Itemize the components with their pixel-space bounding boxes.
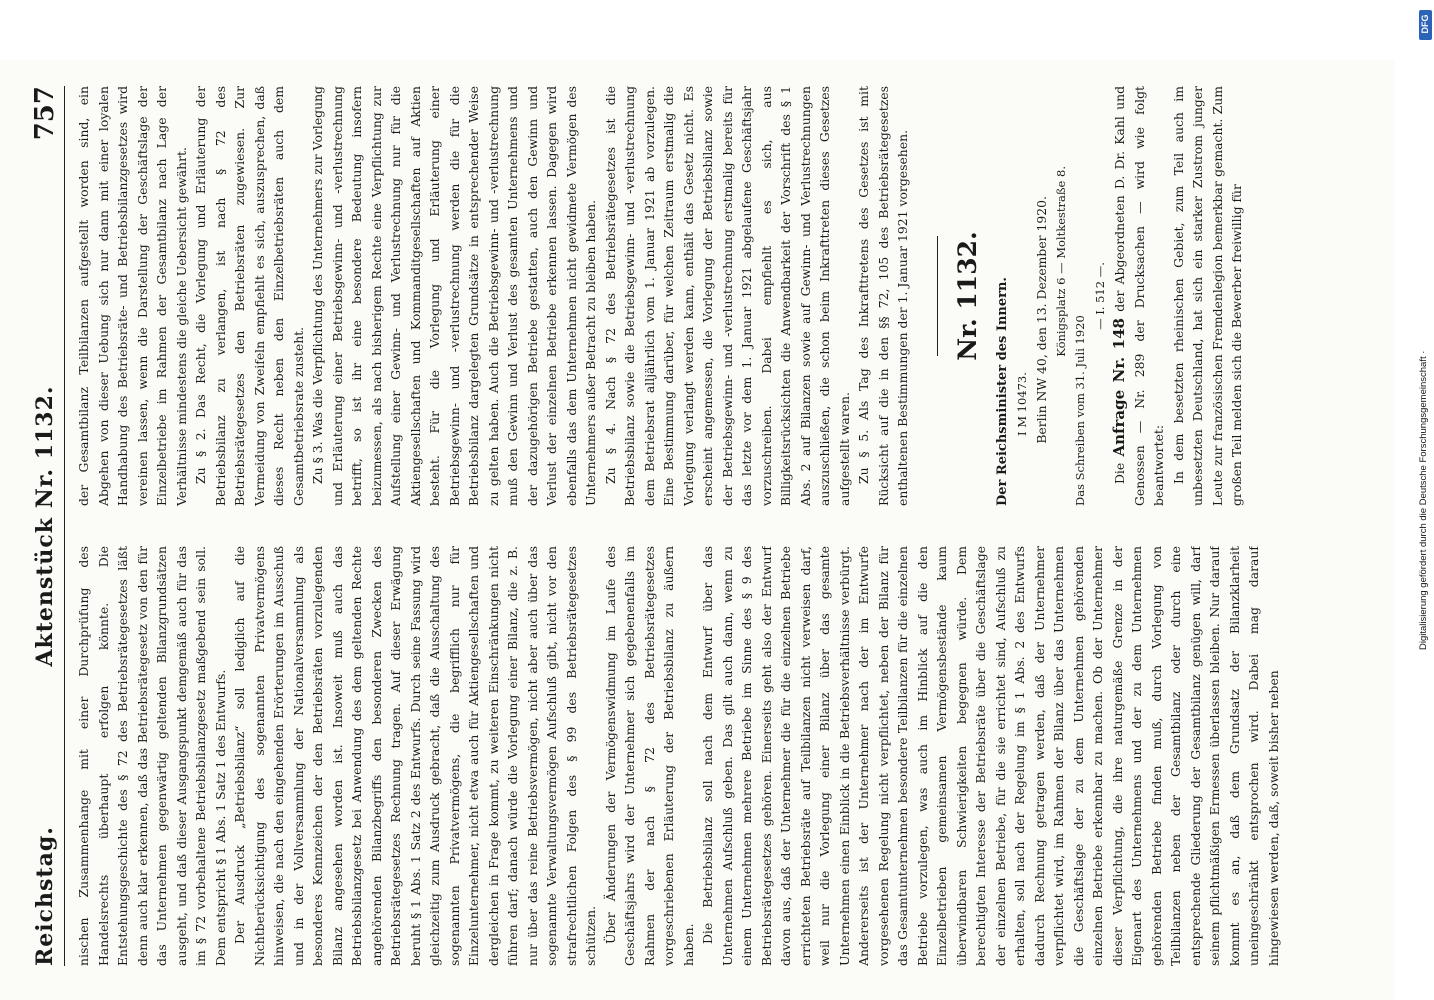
- anfrage-number: Anfrage Nr. 148: [1110, 318, 1128, 457]
- paragraph: Zu § 5. Als Tag des Inkrafttretens des Gesetzes ist mit Rücksicht auf die in den §§ 72, 105 des Betriebsrätegesetzes enthaltenen Bestimmungen der 1. Januar 1921 vorgesehen.: [856, 86, 910, 506]
- place-date: Berlin NW 40, den 13. Dezember 1920.: [1034, 196, 1049, 444]
- dfg-logo-text: DFG: [1420, 14, 1430, 34]
- paragraph: Der Ausdruck „Betriebsbilanz“ soll lediglich auf die Nichtberücksichtigung des sogenannten Privatvermögens hinweisen, die nach den eingehenden Erörterungen im Ausschuß und in der Vollversammlung der Nationalversammlung als besonderes Kennzeichen der den Betriebsräten vorzulegenden Bilanz angesehen worden ist. Insoweit muß auch das Betriebsbilanzgesetz bei Anwendung des dem geltenden Rechte angehörenden Bilanzbegriffs den besonderen Zwecken des Betriebsrätegesetzes Rechnung tragen. Auf dieser Erwägung beruht § 1 Abs. 1 Satz 2 des Entwurfs. Durch seine Fassung wird gleichzeitig zum Ausdruck gebracht, daß die Ausschaltung des sogenannten Privatvermögens, die begrifflich nur für Einzelunternehmer, nicht etwa auch für Aktiengesellschaften und dergleichen in Frage kommt, zu weiteren Einschränkungen nicht führen darf; danach würde die Vorlegung einer Bilanz, die z. B. nur über das reine Betriebsvermögen, nicht aber auch über das sogenannte Verwaltungsvermögen Aufschluß gibt, nicht vor den strafrechtlichen Folgen des § 99 des Betriebsrätegesetzes schützen.: [232, 546, 598, 966]
- document-page: [0, 60, 1395, 1000]
- anfrage-intro: [1110, 86, 1169, 506]
- anfrage-post: der Abgeordneten D. Dr. Kahl und Genossen — Nr. 289 der Drucksachen — wird wie folgt beantwortet:: [1112, 86, 1166, 506]
- paragraph: In dem besetzten rheinischen Gebiet, zum Teil auch im unbesetzten Deutschland, hat sich ein starker Zustrom junger Leute zur französischen Fremdenlegion bemerkbar gemacht. Zum großen Teil melden sich die Bewerber freiwillig für: [1170, 86, 1244, 506]
- paragraph: nischen Zusammenhange mit einer Durchprüfung des Handelsrechts überhaupt erfolgen könnte. Die Entstehungsgeschichte des § 72 des Betriebsrätegesetzes läßt denn auch klar erkennen, daß das Betriebsrätegesetz von den für das Unternehmen gegenwärtig geltenden Bilanzgrundsätzen ausgeht, und daß dieser Ausgangspunkt demgemäß auch für das im § 72 vorbehaltene Betriebsbilanzgesetz maßgebend sein soll. Dem entspricht § 1 Abs. 1 Satz 1 des Entwurfs.: [76, 546, 228, 966]
- paragraph: Die Betriebsbilanz soll nach dem Entwurf über das Unternehmen Aufschluß geben. Das gilt auch dann, wenn zu einem Unternehmen mehrere Betriebe im Sinne des § 9 des Betriebsrätegesetzes gehören. Einerseits geht also der Entwurf davon aus, daß der Unternehmer die für die einzelnen Betriebe errichteten Betriebsräte auf Teilbilanzen nicht verweisen darf, weil nur die Vorlegung einer Bilanz über das gesamte Unternehmen einen Einblick in die Betriebsverhältnisse verbürgt. Andererseits ist der Unternehmer nach der im Entwurfe vorgesehenen Regelung nicht verpflichtet, neben der Bilanz für das Gesamtunternehmen besondere Teilbilanzen für die einzelnen Betriebe vorzulegen, was auch im Hinblick auf die den Einzelbetrieben gemeinsamen Vermögensbestände kaum überwindbaren Schwierigkeiten begegnen würde. Dem berechtigten Interesse der Betriebsräte über die Geschäftslage der einzelnen Betriebe, für die sie errichtet sind, Aufschluß zu erhalten, soll nach der Regelung im § 1 Abs. 2 des Entwurfs dadurch Rechnung getragen werden, daß der Unternehmer verpflichtet wird, im Rahmen der Bilanz über das Unternehmen die Geschäftslage der zu dem Unternehmen gehörenden einzelnen Betriebe erkennbar zu machen. Ob der Unternehmer dieser Verpflichtung, die ihre naturgemäße Grenze in der Eigenart des Unternehmens und der zu dem Unternehmen gehörenden Betriebe finden muß, durch Vorlegung von Teilbilanzen neben der Gesamtbilanz oder durch eine entsprechende Gliederung der Gesamtbilanz genügen will, darf seinem pflichtmäßigen Ermessen überlassen bleiben. Nur darauf kommt es an, daß dem Grundsatz der Bilanzklarheit uneingeschränkt entsprochen wird. Dabei mag darauf hingewiesen werden, daß, soweit bisher neben: [700, 546, 1281, 966]
- paragraph: Zu § 3. Was die Verpflichtung des Unternehmers zur Vorlegung und Erläuterung einer Betriebsgewinn- und -verlustrechnung betrifft, so ist ihr eine besondere Bedeutung insofern beizumessen, als nach bisherigem Rechte eine Verpflichtung zur Aufstellung einer Gewinn- und Verlustrechnung nur für die Aktiengesellschaften und Kommanditgesellschaften auf Aktien besteht. Für die Vorlegung und Erläuterung einer Betriebsgewinn- und -verlustrechnung werden die für die Betriebsbilanz dargelegten Grundsätze in entsprechender Weise zu gelten haben. Auch die Betriebsgewinn- und -verlustrechnung muß den Gewinn und Verlust des gesamten Unternehmens und der dazugehörigen Betriebe gestatten, auch den Gewinn und Verlust der einzelnen Betriebe erkennen lassen. Dagegen wird ebenfalls das dem Unternehmen nicht gewidmete Vermögen des Unternehmers außer Betracht zu bleiben haben.: [310, 86, 598, 506]
- paragraph: Über Änderungen der Vermögenswidmung im Laufe des Geschäftsjahrs wird der Unternehmer sich gegebenenfalls im Rahmen der nach § 72 des Betriebsrätegesetzes vorgeschriebenen Erläuterung der Betriebsbilanz zu äußern haben.: [602, 546, 696, 966]
- page-content: [30, 86, 1370, 966]
- section-divider: [937, 236, 938, 356]
- dfg-logo: [1419, 10, 1432, 40]
- header-reichstag: Reichstag.: [32, 826, 58, 966]
- paragraph: Zu § 2. Das Recht, die Vorlegung und Erläuterung der Betriebsbilanz zu verlangen, ist nach § 72 des Betriebsrätegesetzes den Betriebsräten zugewiesen. Zur Vermeidung von Zweifeln empfiehlt es sich, auszusprechen, daß dieses Recht neben den Einzelbetriebsräten auch dem Gesamtbetriebsrate zusteht.: [193, 86, 306, 506]
- right-column-paragraphs: [74, 86, 913, 506]
- digitization-credit-text: Digitalisierung gefördert durch die Deutsche Forschungsgemeinschaft ·: [1418, 350, 1429, 650]
- address: Königsplatz 6 — Moltkestraße 8.: [1053, 166, 1068, 357]
- page-header: [30, 86, 65, 966]
- letter-reference-number: — I. 512 —.: [1092, 262, 1107, 330]
- page-number: 757: [30, 86, 60, 141]
- sender: Der Reichsminister des Innern.: [995, 277, 1010, 506]
- anfrage-pre: Die: [1112, 456, 1127, 484]
- left-column: [74, 546, 1364, 966]
- digitization-credit: [1418, 10, 1432, 650]
- document-number-title: Nr. 1132.: [952, 231, 982, 361]
- right-column: [74, 86, 1364, 506]
- paragraph: der Gesamtbilanz Teilbilanzen aufgestellt worden sind, ein Abgehen von dieser Uebung sich nur dann mit einer loyalen Handhabung des Betriebsräte- und Betriebsbilanzgesetzes wird vereinen lassen, wenn die Darstellung der Geschäftslage der Einzelbetriebe im Rahmen der Gesamtbilanz nach Lage der Verhältnisse mindestens die gleiche Uebersicht gewährt.: [76, 86, 189, 506]
- reference-number: I M 10473.: [1014, 372, 1029, 436]
- right-column-answer: [1169, 86, 1247, 506]
- paragraph: Zu § 4. Nach § 72 des Betriebsrätegesetzes ist die Betriebsbilanz sowie die Betriebsgewinn- und -verlustrechnung dem Betriebsrat alljährlich vom 1. Januar 1921 ab vorzulegen. Eine Bestimmung darüber, für welchen Zeitraum erstmalig die Vorlegung verlangt werden kann, enthält das Gesetz nicht. Es erscheint angemessen, die Vorlegung der Betriebsbilanz sowie der Betriebsgewinn- und -verlustrechnung erstmalig bereits für das letzte vor dem 1. Januar 1921 abgelaufene Geschäftsjahr vorzuschreiben. Dabei empfiehlt es sich, aus Billigkeitsrücksichten die Anwendbarkeit der Vorschrift des § 1 Abs. 2 auf Bilanzen sowie auf Gewinn- und Verlustrechnungen auszuschließen, die schon beim Inkrafttreten dieses Gesetzes aufgestellt waren.: [602, 86, 852, 506]
- letter-reference: Das Schreiben vom 31. Juli 1920: [1073, 315, 1087, 506]
- header-aktenstueck: Aktenstück Nr. 1132.: [32, 385, 58, 667]
